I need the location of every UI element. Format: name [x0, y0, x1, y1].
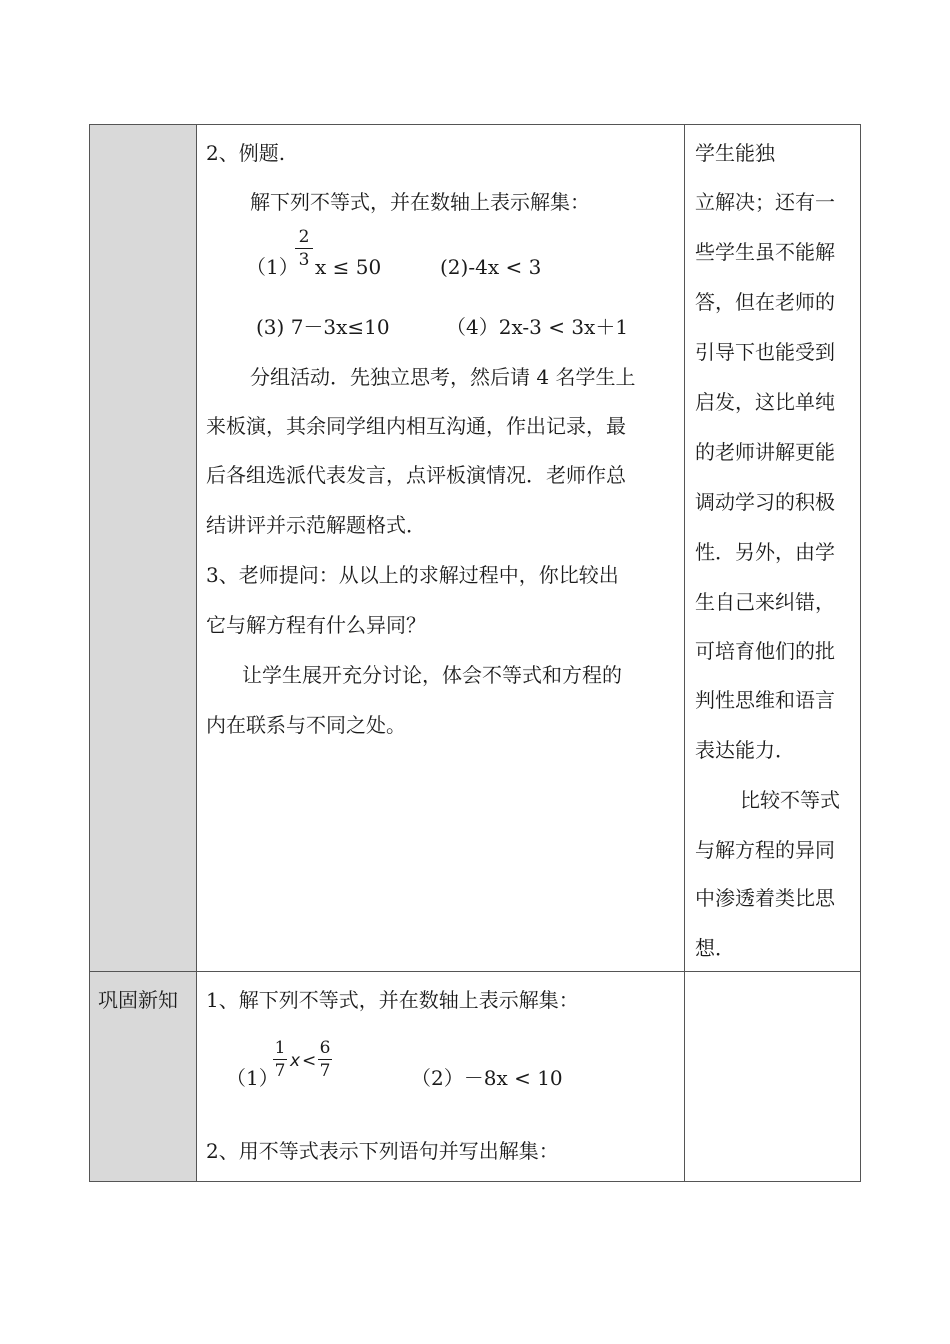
- note-line-10: 生自己来纠错，: [695, 590, 835, 614]
- task-2: 2、用不等式表示下列语句并写出解集：: [206, 1139, 559, 1163]
- question-3-line-1: 3、老师提问：从以上的求解过程中，你比较出: [206, 563, 619, 587]
- note-line-11: 可培育他们的批: [695, 639, 835, 663]
- problem-4: （4）2x-3 < 3x＋1: [446, 315, 629, 339]
- note-line-17: 想．: [695, 936, 735, 960]
- row-divider: [89, 971, 861, 972]
- task-1: 1、解下列不等式，并在数轴上表示解集：: [206, 988, 579, 1012]
- exercise-1-label: （1）: [226, 1066, 279, 1090]
- fraction-bar: [295, 248, 313, 249]
- fraction-denominator: 7: [319, 1061, 331, 1081]
- note-line-12: 判性思维和语言: [695, 688, 835, 712]
- problem-2: (2)-4x < 3: [440, 255, 542, 279]
- discussion-line-2: 内在联系与不同之处。: [206, 713, 406, 737]
- activity-line-1: 分组活动．先独立思考，然后请 4 名学生上: [250, 365, 636, 389]
- fraction-denominator: 7: [274, 1061, 286, 1081]
- note-line-9: 性．另外，由学: [695, 540, 835, 564]
- exercise-1-variable: x: [290, 1051, 301, 1071]
- note-line-7: 的老师讲解更能: [695, 440, 835, 464]
- note-line-16: 中渗透着类比思: [695, 886, 835, 910]
- note-line-13: 表达能力．: [695, 738, 795, 762]
- note-line-14: 比较不等式: [740, 788, 840, 812]
- note-line-3: 些学生虽不能解: [695, 240, 835, 264]
- activity-line-2: 来板演，其余同学组内相互沟通，作出记录，最: [206, 414, 626, 438]
- discussion-line-1: 让学生展开充分讨论，体会不等式和方程的: [242, 663, 622, 687]
- section-label: 巩固新知: [98, 988, 178, 1012]
- note-line-2: 立解决；还有一: [695, 190, 835, 214]
- exercise-1-operator: <: [302, 1051, 317, 1071]
- note-line-1: 学生能独: [695, 141, 775, 165]
- exercise-1-lhs-fraction: [273, 1038, 287, 1081]
- column-divider-left: [196, 124, 197, 1182]
- fraction-denominator: 3: [298, 250, 310, 270]
- note-line-5: 引导下也能受到: [695, 340, 835, 364]
- problem-3: (3) 7－3x≤10: [256, 315, 390, 339]
- fraction-bar: [318, 1059, 332, 1060]
- problem-1-label: （1）: [246, 255, 299, 279]
- question-3-line-2: 它与解方程有什么异同？: [206, 613, 426, 637]
- column-divider-right: [684, 124, 685, 1182]
- fraction-numerator: 6: [319, 1038, 331, 1058]
- note-line-15: 与解方程的异同: [695, 838, 835, 862]
- example-heading: 2、例题.: [206, 141, 286, 165]
- note-line-6: 启发，这比单纯: [695, 390, 835, 414]
- label-column-shading-top: [90, 125, 196, 971]
- exercise-2: （2）－8x < 10: [411, 1066, 563, 1090]
- fraction-numerator: 2: [298, 227, 310, 247]
- example-instruction: 解下列不等式，并在数轴上表示解集：: [250, 190, 590, 214]
- exercise-1-rhs-fraction: [318, 1038, 332, 1081]
- fraction-bar: [273, 1059, 287, 1060]
- problem-1-rest: x ≤ 50: [315, 255, 382, 279]
- note-line-4: 答，但在老师的: [695, 290, 835, 314]
- fraction-numerator: 1: [274, 1038, 286, 1058]
- note-line-8: 调动学习的积极: [695, 490, 835, 514]
- problem-1-fraction: [295, 227, 313, 270]
- activity-line-3: 后各组选派代表发言，点评板演情况．老师作总: [206, 463, 626, 487]
- activity-line-4: 结讲评并示范解题格式．: [206, 513, 426, 537]
